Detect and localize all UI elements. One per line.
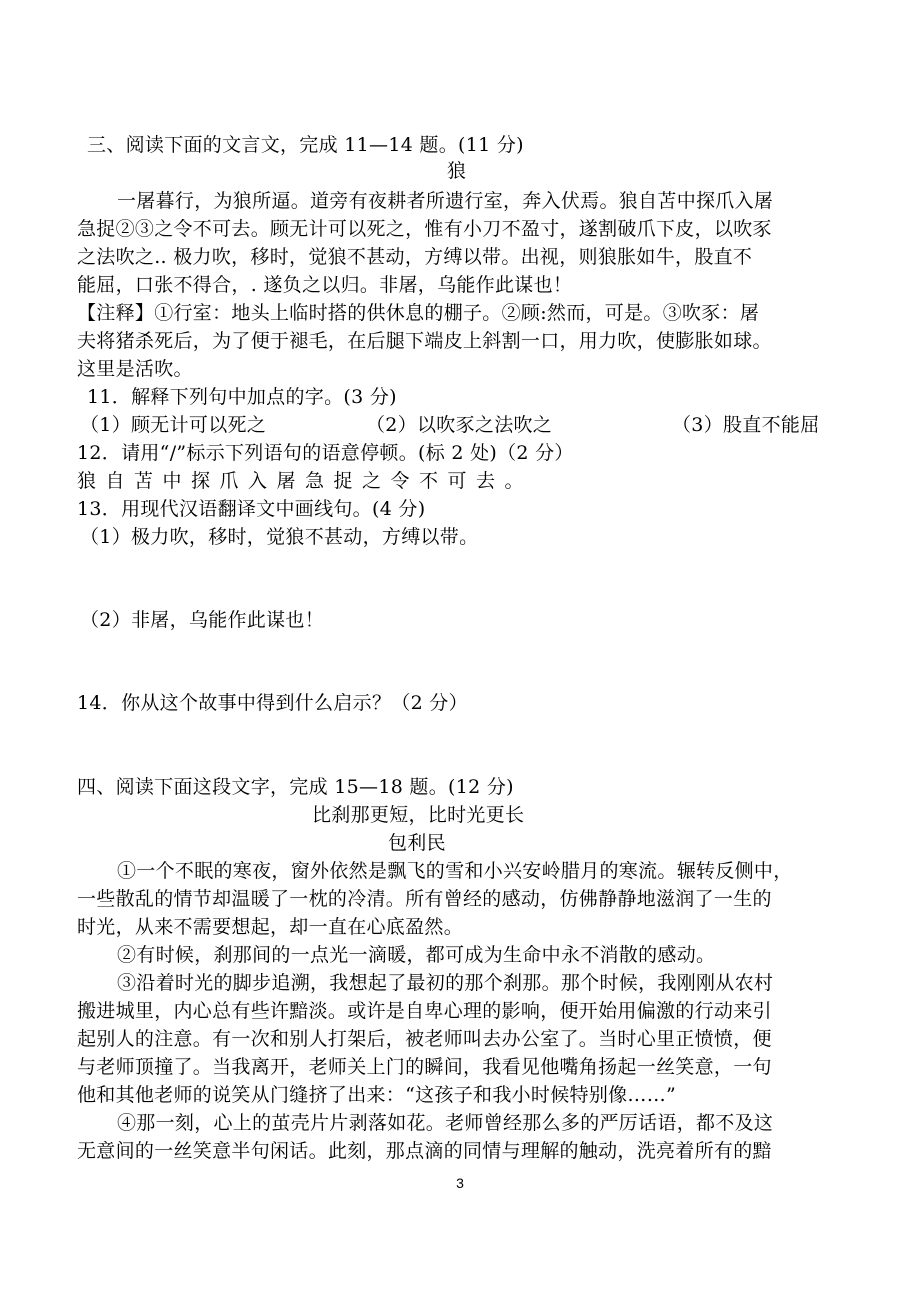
question-14-stem: 14．你从这个故事中得到什么启示？（2 分）	[77, 692, 468, 714]
question-11-item: （3）股直不能屈	[672, 414, 820, 436]
question-12-sentence: 狼自苫中探爪入屠急捉之令不可去。	[77, 470, 534, 492]
section3-title: 狼	[447, 160, 467, 182]
question-13-item: （2）非屠，乌能作此谋也！	[80, 609, 324, 631]
section3-note-line: 这里是活吹。	[77, 358, 193, 380]
section4-body-line: 起别人的注意。有一次和别人打架后，被老师叫去办公室了。当时心里正愤愤，便	[77, 1028, 772, 1050]
section4-body-line: 搬进城里，内心总有些许黯淡。或许是自卑心理的影响，便开始用偏激的行动来引	[77, 1000, 772, 1022]
question-11-stem: 11．解释下列句中加点的字。(3 分)	[87, 386, 397, 408]
section4-body-line: 时光，从来不需要想起，却一直在心底盈然。	[77, 916, 464, 938]
section3-body-line: 之法吹之.. 极力吹，移时，觉狼不甚动，方缚以带。出视，则狼胀如牛，股直不	[77, 246, 753, 268]
section4-body-line: 他和其他老师的说笑从门缝挤了出来：“这孩子和我小时候特别像……”	[77, 1084, 677, 1106]
section3-note-line: 夫将猪杀死后，为了便于褪毛，在后腿下端皮上斜割一口，用力吹，使膨胀如球。	[77, 330, 772, 352]
section3-heading: 三、阅读下面的文言文，完成 11—14 题。(11 分)	[87, 134, 524, 156]
section4-body-line: ②有时候，刹那间的一点光一滴暖，都可成为生命中永不消散的感动。	[117, 944, 716, 966]
section3-body-line: 一屠暮行，为狼所逼。道旁有夜耕者所遗行室，奔入伏焉。狼自苫中探爪入屠	[117, 190, 774, 212]
question-13-item: （1）极力吹，移时，觉狼不甚动，方缚以带。	[80, 526, 479, 548]
section4-body-line: ③沿着时光的脚步追溯，我想起了最初的那个刹那。那个时候，我刚刚从农村	[117, 972, 774, 994]
page-number: 3	[456, 1175, 464, 1191]
section4-body-line: ①一个不眠的寒夜，窗外依然是飘飞的雪和小兴安岭腊月的寒流。辗转反侧中，	[117, 860, 793, 882]
section4-body-line: 与老师顶撞了。当我离开，老师关上门的瞬间，我看见他嘴角扬起一丝笑意，一句	[77, 1056, 772, 1078]
section3-note-line: 【注释】①行室：地头上临时搭的供休息的棚子。②顾:然而，可是。③吹豕：屠	[77, 302, 760, 324]
section4-title: 比刹那更短，比时光更长	[312, 804, 525, 826]
section3-body-line: 急捉②③之令不可去。顾无计可以死之，惟有小刀不盈寸，遂割破爪下皮，以吹豕	[77, 218, 772, 240]
question-11-item: （2）以吹豕之法吹之	[366, 414, 553, 436]
question-12-stem: 12．请用“/”标示下列语句的语意停顿。(标 2 处)（2 分）	[77, 442, 574, 464]
section4-body-line: 一些散乱的情节却温暖了一枕的冷清。所有曾经的感动，仿佛静静地滋润了一生的	[77, 888, 772, 910]
section3-body-line: 能屈，口张不得合，. 遂负之以归。非屠，乌能作此谋也！	[77, 274, 573, 296]
section4-heading: 四、阅读下面这段文字，完成 15—18 题。(12 分)	[77, 776, 514, 798]
section4-body-line: ④那一刻，心上的茧壳片片剥落如花。老师曾经那么多的严厉话语，都不及这	[117, 1112, 774, 1134]
section4-author: 包利民	[388, 832, 446, 854]
question-11-item: （1）顾无计可以死之	[80, 414, 267, 436]
section4-body-line: 无意间的一丝笑意半句闲话。此刻，那点滴的同情与理解的触动，洗亮着所有的黯	[77, 1140, 772, 1162]
question-13-stem: 13．用现代汉语翻译文中画线句。(4 分)	[77, 498, 426, 520]
